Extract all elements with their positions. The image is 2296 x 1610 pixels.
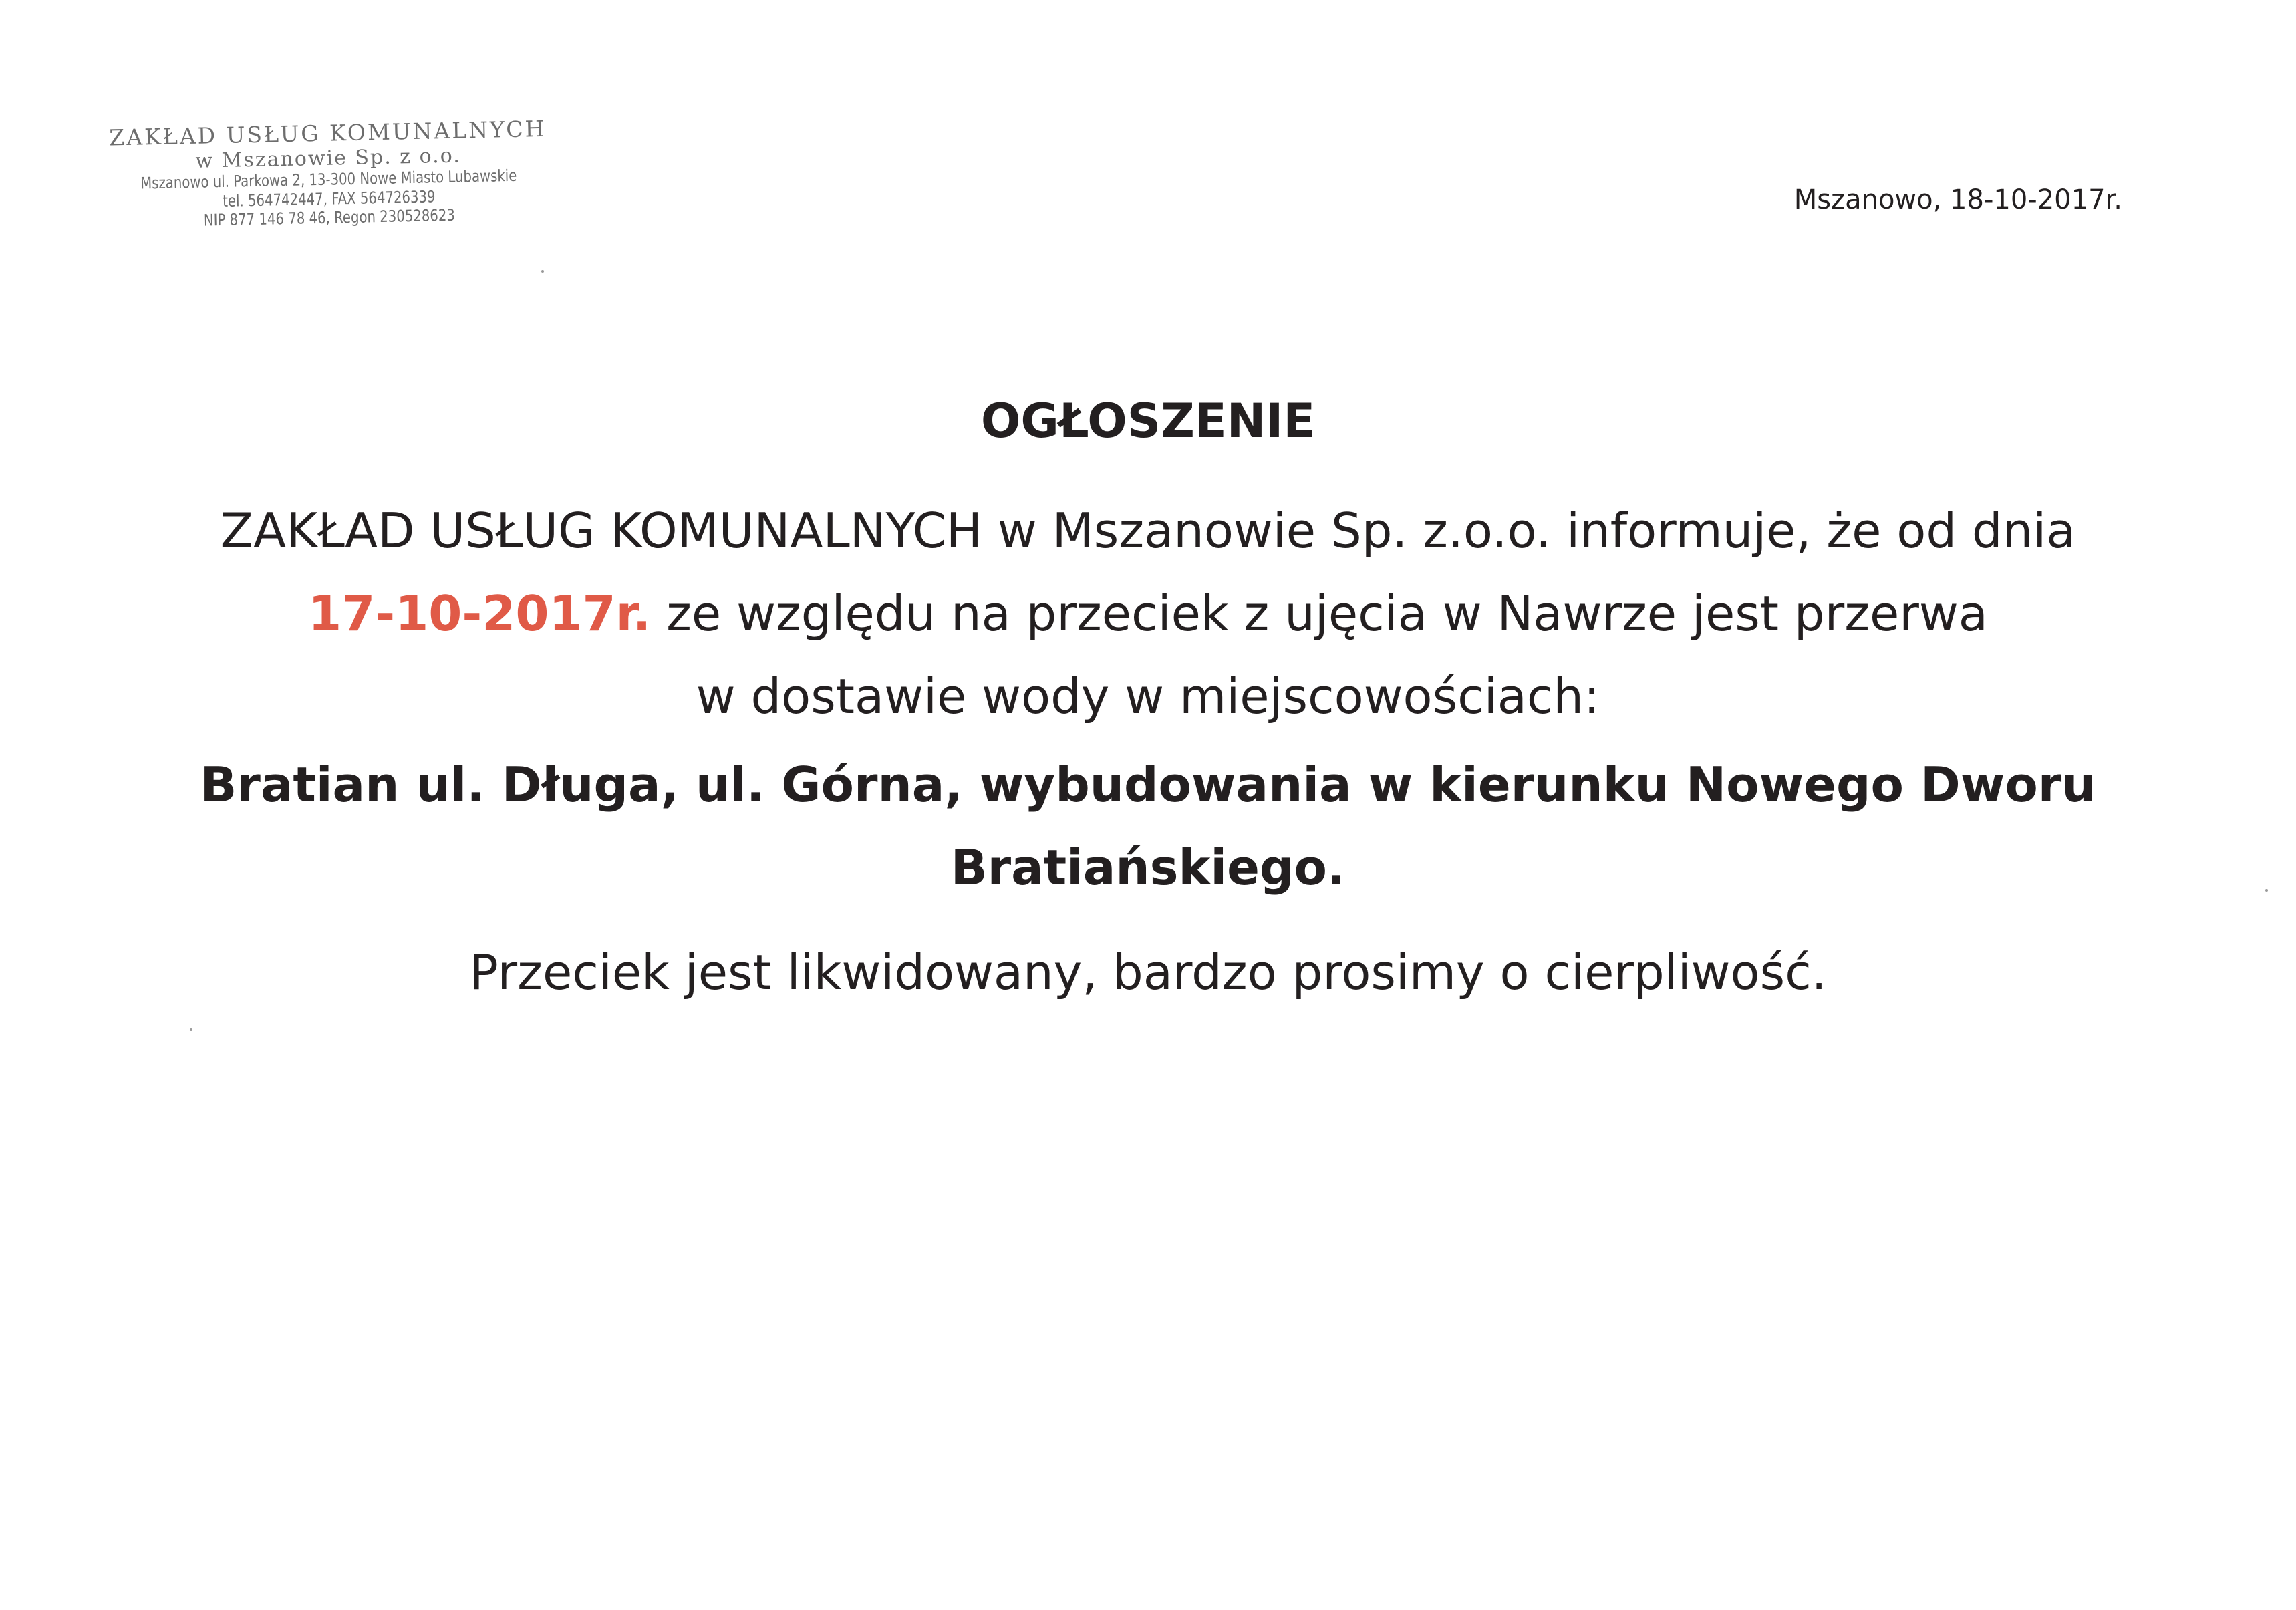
- paragraph-line-2: [0, 572, 2296, 655]
- scan-speck: [541, 270, 544, 273]
- scan-speck: [2265, 889, 2268, 892]
- paragraph-line-3: w dostawie wody w miejscowościach:: [696, 668, 1600, 724]
- place-date: Mszanowo, 18-10-2017r.: [1793, 184, 2122, 215]
- company-stamp: [94, 116, 563, 232]
- stamp-address: Mszanowo ul. Parkowa 2, 13-300 Nowe Miasto Lubawskie: [140, 166, 517, 193]
- stamp-phone-fax: tel. 564742447, FAX 564726339: [222, 186, 436, 211]
- notice-title: OGŁOSZENIE: [980, 394, 1316, 448]
- locations-line-2: Bratiańskiego.: [950, 839, 1346, 896]
- stamp-tax-ids: NIP 877 146 78 46, Regon 230528623: [203, 205, 456, 230]
- affected-locations: [0, 743, 2296, 909]
- paragraph-line-1: ZAKŁAD USŁUG KOMUNALNYCH w Mszanowie Sp. z.o.o. informuje, że od dnia: [220, 503, 2076, 559]
- outage-start-date: 17-10-2017r.: [308, 585, 652, 642]
- scan-speck: [190, 1028, 192, 1031]
- stamp-company-seat: w Mszanowie Sp. z o.o.: [195, 144, 462, 173]
- notice-paragraph: [0, 489, 2296, 738]
- locations-line-1: Bratian ul. Długa, ul. Górna, wybudowania w kierunku Nowego Dworu: [200, 757, 2096, 813]
- stamp-company-name: ZAKŁAD USŁUG KOMUNALNYCH: [108, 115, 547, 151]
- paragraph-line-2-text: ze względu na przeciek z ujęcia w Nawrze jest przerwa: [666, 585, 1988, 642]
- closing-sentence: Przeciek jest likwidowany, bardzo prosimy o cierpliwość.: [469, 944, 1827, 1000]
